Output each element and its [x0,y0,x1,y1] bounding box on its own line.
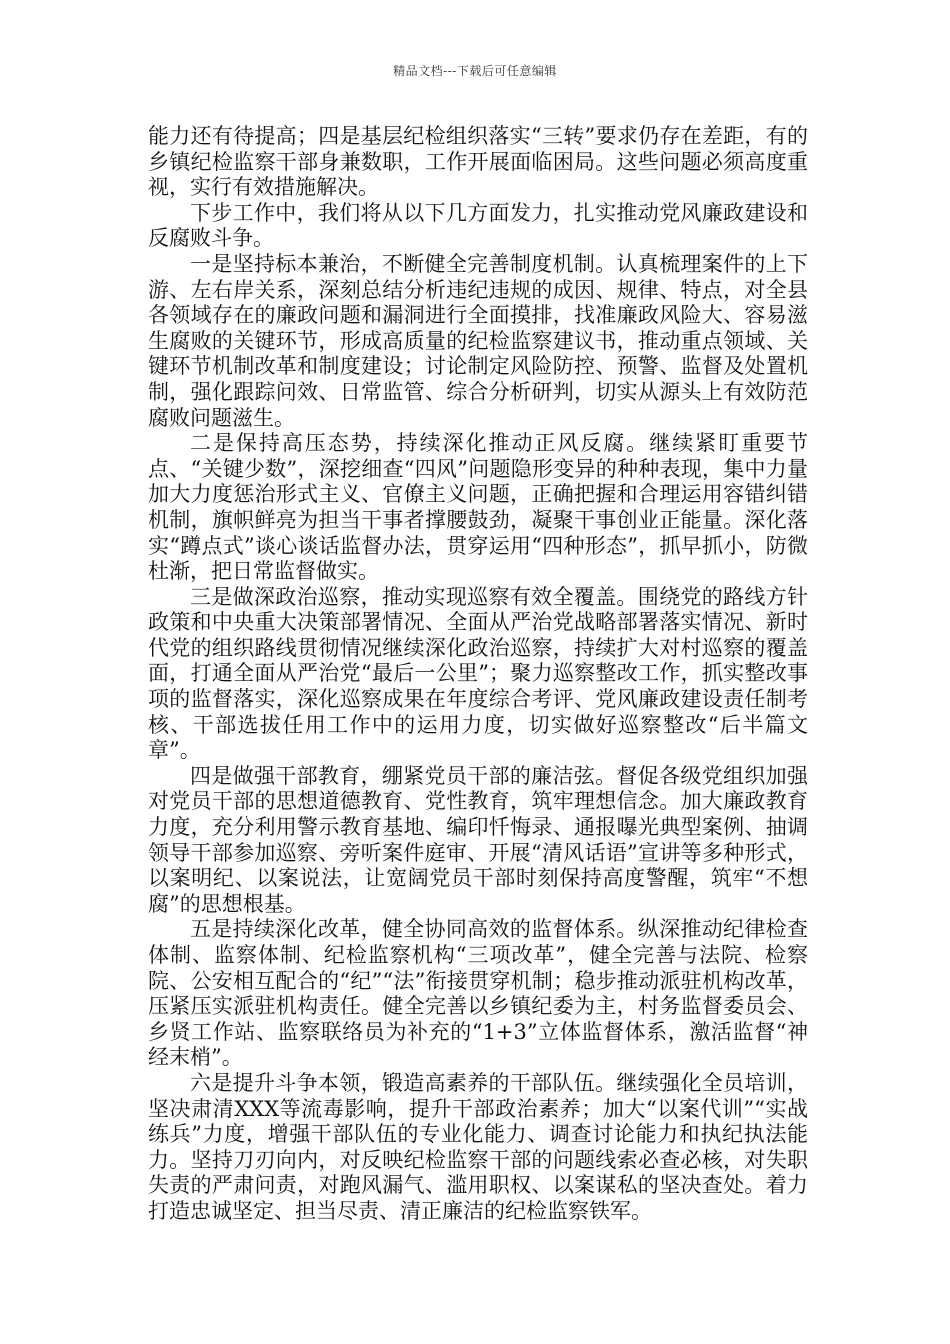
paragraph-1: 能力还有待提高；四是基层纪检组织落实“三转”要求仍存在差距，有的乡镇纪检监察干部身兼数职，工作开展面临困局。这些问题必须高度重视，实行有效措施解决。 [148,124,808,200]
paragraph-5: 三是做深政治巡察，推动实现巡察有效全覆盖。围绕党的路线方针政策和中央重大决策部署情况、全面从严治党战略部署落实情况、新时代党的组织路线贯彻情况继续深化政治巡察，持续扩大对村巡察的覆盖面，打通全面从严治党“最后一公里”；聚力巡察整改工作，抓实整改事项的监督落实，深化巡察成果在年度综合考评、党风廉政建设责任制考核、干部选拔任用工作中的运用力度，切实做好巡察整改“后半篇文章”。 [148,584,808,763]
paragraph-6: 四是做强干部教育，绷紧党员干部的廉洁弦。督促各级党组织加强对党员干部的思想道德教育、党性教育，筑牢理想信念。加大廉政教育力度，充分利用警示教育基地、编印忏悔录、通报曝光典型案例、抽调领导干部参加巡察、旁听案件庭审、开展“清风话语”宣讲等多种形式，以案明纪、以案说法，让宽阔党员干部时刻保持高度警醒，筑牢“不想腐”的思想根基。 [148,763,808,916]
document-body [148,124,808,1225]
paragraph-4: 二是保持高压态势，持续深化推动正风反腐。继续紧盯重要节点、“关键少数”，深挖细查“四风”问题隐形变异的种种表现，集中力量加大力度惩治形式主义、官僚主义问题，正确把握和合理运用容错纠错机制，旗帜鲜亮为担当干事者撑腰鼓劲，凝聚干事创业正能量。深化落实“蹲点式”谈心谈话监督办法，贯穿运用“四种形态”，抓早抓小，防微杜渐，把日常监督做实。 [148,431,808,584]
paragraph-3: 一是坚持标本兼治，不断健全完善制度机制。认真梳理案件的上下游、左右岸关系，深刻总结分析违纪违规的成因、规律、特点，对全县各领域存在的廉政问题和漏洞进行全面摸排，找准廉政风险大、容易滋生腐败的关键环节，形成高质量的纪检监察建议书，推动重点领域、关键环节机制改革和制度建设；讨论制定风险防控、预警、监督及处置机制，强化跟踪问效、日常监管、综合分析研判，切实从源头上有效防范腐败问题滋生。 [148,251,808,430]
page-header: 精品文档---下载后可任意编辑 [393,64,557,78]
paragraph-8: 六是提升斗争本领，锻造高素养的干部队伍。继续强化全员培训，坚决肃清XXX等流毒影响，提升干部政治素养；加大“以案代训”“实战练兵”力度，增强干部队伍的专业化能力、调查讨论能力和执纪执法能力。坚持刀刃向内，对反映纪检监察干部的问题线索必查必核，对失职失责的严肃问责，对跑风漏气、滥用职权、以案谋私的坚决查处。着力打造忠诚坚定、担当尽责、清正廉洁的纪检监察铁军。 [148,1070,808,1223]
paragraph-2: 下步工作中，我们将从以下几方面发力，扎实推动党风廉政建设和反腐败斗争。 [148,200,808,251]
paragraph-7: 五是持续深化改革，健全协同高效的监督体系。纵深推动纪律检查体制、监察体制、纪检监察机构“三项改革”，健全完善与法院、检察院、公安相互配合的“纪”“法”衔接贯穿机制；稳步推动派驻机构改革，压紧压实派驻机构责任。健全完善以乡镇纪委为主，村务监督委员会、乡贤工作站、监察联络员为补充的“1+3”立体监督体系，激活监督“神经末梢”。 [148,917,808,1070]
